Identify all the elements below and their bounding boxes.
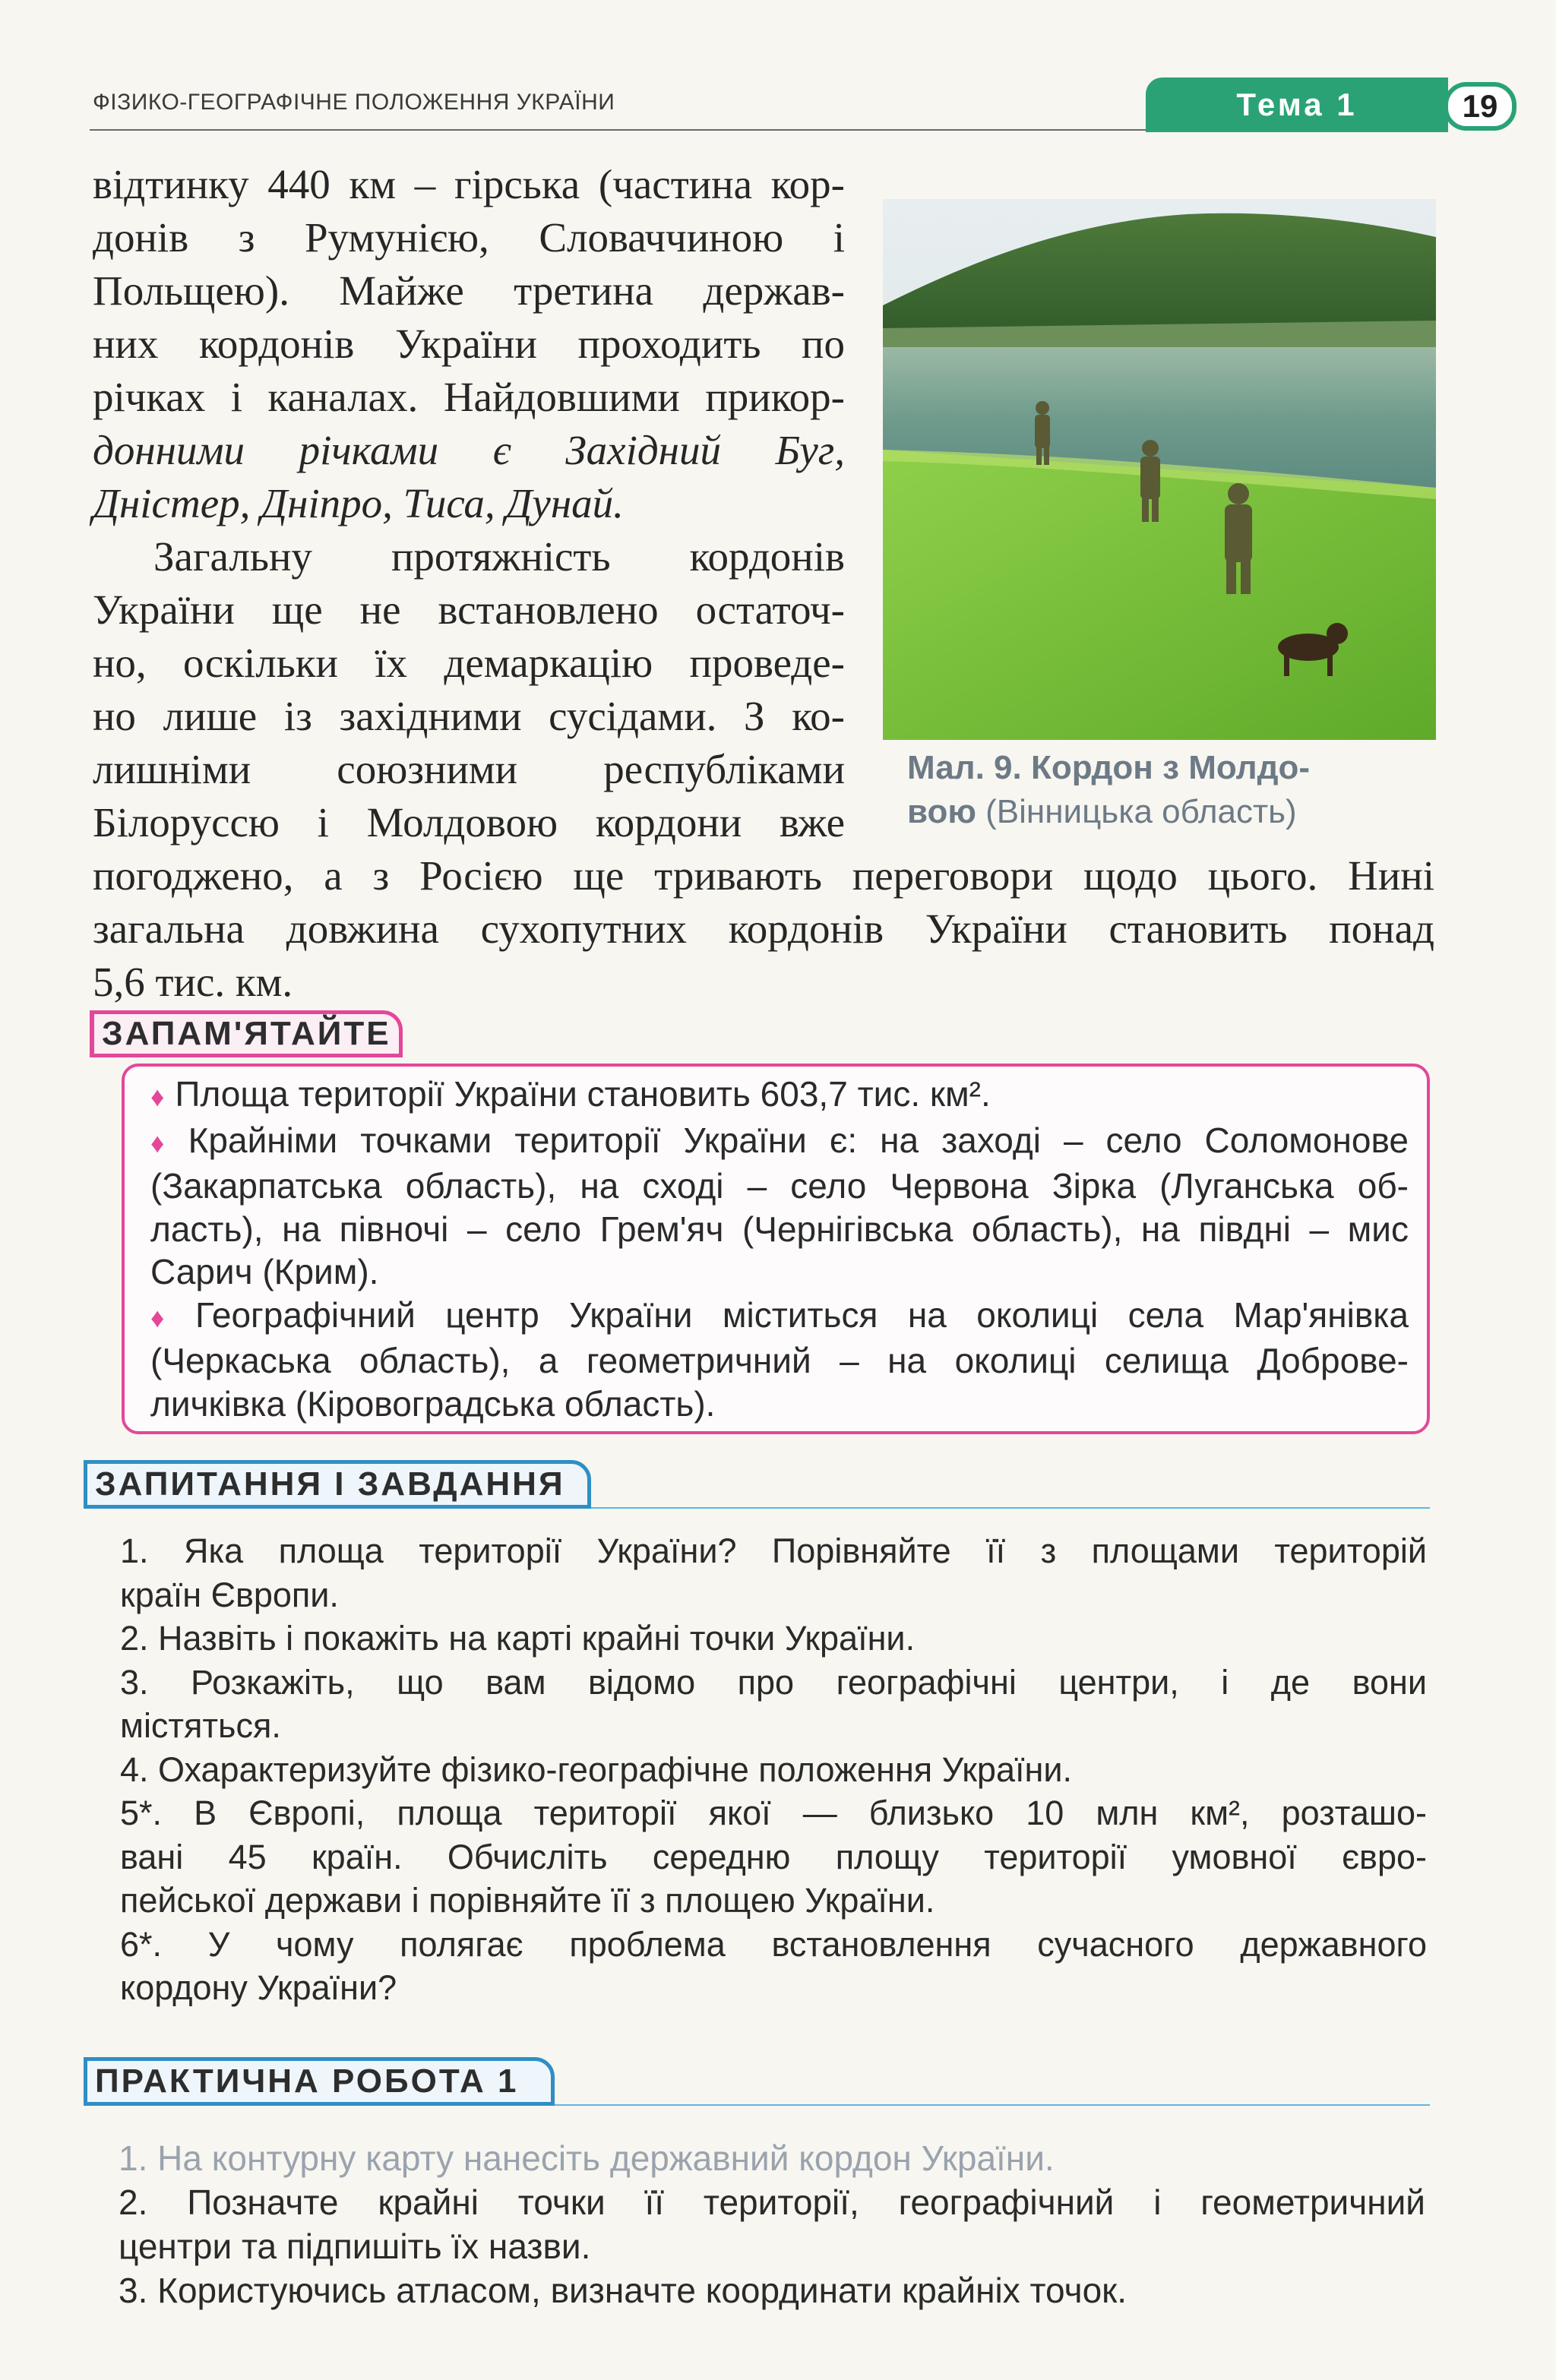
page-number: 19 xyxy=(1444,82,1516,131)
text-line: річках і каналах. Найдовшими прикор- xyxy=(93,374,845,420)
practical-list xyxy=(119,2136,1425,2312)
question-line: 6*. У чому полягає проблема встановлення сучасного державного xyxy=(120,1924,1427,1964)
text-line: донів з Румунією, Словаччиною і xyxy=(93,214,845,261)
practical-line: 3. Користуючись атласом, визначте координати крайніх точок. xyxy=(119,2271,1127,2310)
header-rule xyxy=(90,129,1146,131)
questions-label: ЗАПИТАННЯ І ЗАВДАННЯ xyxy=(84,1460,591,1509)
question-line: 3. Розкажіть, що вам відомо про географічні центри, і де вони xyxy=(120,1662,1427,1702)
full-paragraph xyxy=(93,849,1434,1009)
text-line: но лише із західними сусідами. З ко- xyxy=(93,693,845,739)
list-item: ♦ Географічний центр України міститься на околиці села Мар'янівка xyxy=(150,1294,1409,1335)
border-patrol-photo xyxy=(883,199,1436,740)
practical-line: центри та підпишіть їх назви. xyxy=(119,2227,591,2266)
question-line: містяться. xyxy=(120,1706,281,1745)
text-line: України ще не встановлено остаточ- xyxy=(93,586,845,633)
remember-label: ЗАПАМ'ЯТАЙТЕ xyxy=(90,1010,403,1057)
text-line: відтинку 440 км – гірська (частина кор- xyxy=(93,161,845,207)
topic-tab: Тема 1 xyxy=(1146,77,1448,132)
text-line: донними річками є Західний Буг, xyxy=(93,427,845,473)
question-line: вані 45 країн. Обчисліть середню площу території умовної євро- xyxy=(120,1837,1427,1876)
text-line: лишніми союзними республіками xyxy=(93,746,845,792)
list-item-cont: Сарич (Крим). xyxy=(150,1252,379,1291)
text-line: загальна довжина сухопутних кордонів України становить понад xyxy=(93,906,1434,952)
questions-rule xyxy=(591,1507,1430,1509)
running-head: ФІЗИКО-ГЕОГРАФІЧНЕ ПОЛОЖЕННЯ УКРАЇНИ xyxy=(93,90,615,115)
question-line: країн Європи. xyxy=(120,1575,339,1614)
practical-line: 2. Позначте крайні точки її території, географічний і геометричний xyxy=(119,2182,1425,2222)
diamond-bullet-icon: ♦ xyxy=(150,1301,185,1333)
list-item: ♦ Площа території України становить 603,7 тис. км². xyxy=(150,1074,991,1114)
practical-rule xyxy=(555,2104,1430,2106)
question-line: кордону України? xyxy=(120,1968,397,2007)
diamond-bullet-icon: ♦ xyxy=(150,1081,165,1112)
practical-line: 1. На контурну карту нанесіть державний кордон України. xyxy=(119,2138,1055,2178)
list-item-cont: (Черкаська область), а геометричний – на околиці селища Доброве- xyxy=(150,1341,1409,1380)
text-line: Білоруссю і Молдовою кордони вже xyxy=(93,799,845,845)
question-line: пейської держави і порівняйте її з площею України. xyxy=(120,1881,935,1920)
figure-caption xyxy=(907,746,1424,834)
caption-title-cont: вою xyxy=(907,793,976,830)
text-line: Загальну протяжність кордонів xyxy=(153,533,845,580)
question-line: 4. Охарактеризуйте фізико-географічне положення України. xyxy=(120,1749,1072,1789)
list-item: ♦ Крайніми точками території України є: на заході – село Соломонове xyxy=(150,1120,1409,1160)
intro-paragraph xyxy=(93,158,845,849)
remember-list xyxy=(150,1073,1409,1425)
caption-title: Мал. 9. Кордон з Молдо- xyxy=(907,749,1311,786)
text-line: Дністер, Дніпро, Тиса, Дунай. xyxy=(93,480,624,526)
text-line: погоджено, а з Росією ще тривають переговори щодо цього. Нині xyxy=(93,852,1434,899)
question-line: 5*. В Європі, площа території якої — близько 10 млн км², розташо- xyxy=(120,1794,1427,1832)
diamond-bullet-icon: ♦ xyxy=(150,1127,178,1158)
list-item-cont: (Закарпатська область), на сході – село Червона Зірка (Луганська об- xyxy=(150,1166,1409,1206)
question-line: 2. Назвіть і покажіть на карті крайні точки України. xyxy=(120,1619,916,1658)
text-line: них кордонів України проходить по xyxy=(93,321,845,367)
text-line: но, оскільки їх демаркацію проведе- xyxy=(93,640,845,686)
text-line: Польщею). Майже третина держав- xyxy=(93,267,845,314)
text-line: 5,6 тис. км. xyxy=(93,959,293,1005)
question-line: 1. Яка площа території України? Порівняйте її з площами територій xyxy=(120,1531,1427,1570)
practical-label: ПРАКТИЧНА РОБОТА 1 xyxy=(84,2057,555,2106)
questions-list xyxy=(120,1529,1427,2010)
list-item-cont: ласть), на півночі – село Грем'яч (Чернігівська область), на півдні – мис xyxy=(150,1209,1409,1249)
list-item-cont: личківка (Кіровоградська область). xyxy=(150,1383,716,1424)
caption-region: (Вінницька область) xyxy=(976,793,1297,830)
